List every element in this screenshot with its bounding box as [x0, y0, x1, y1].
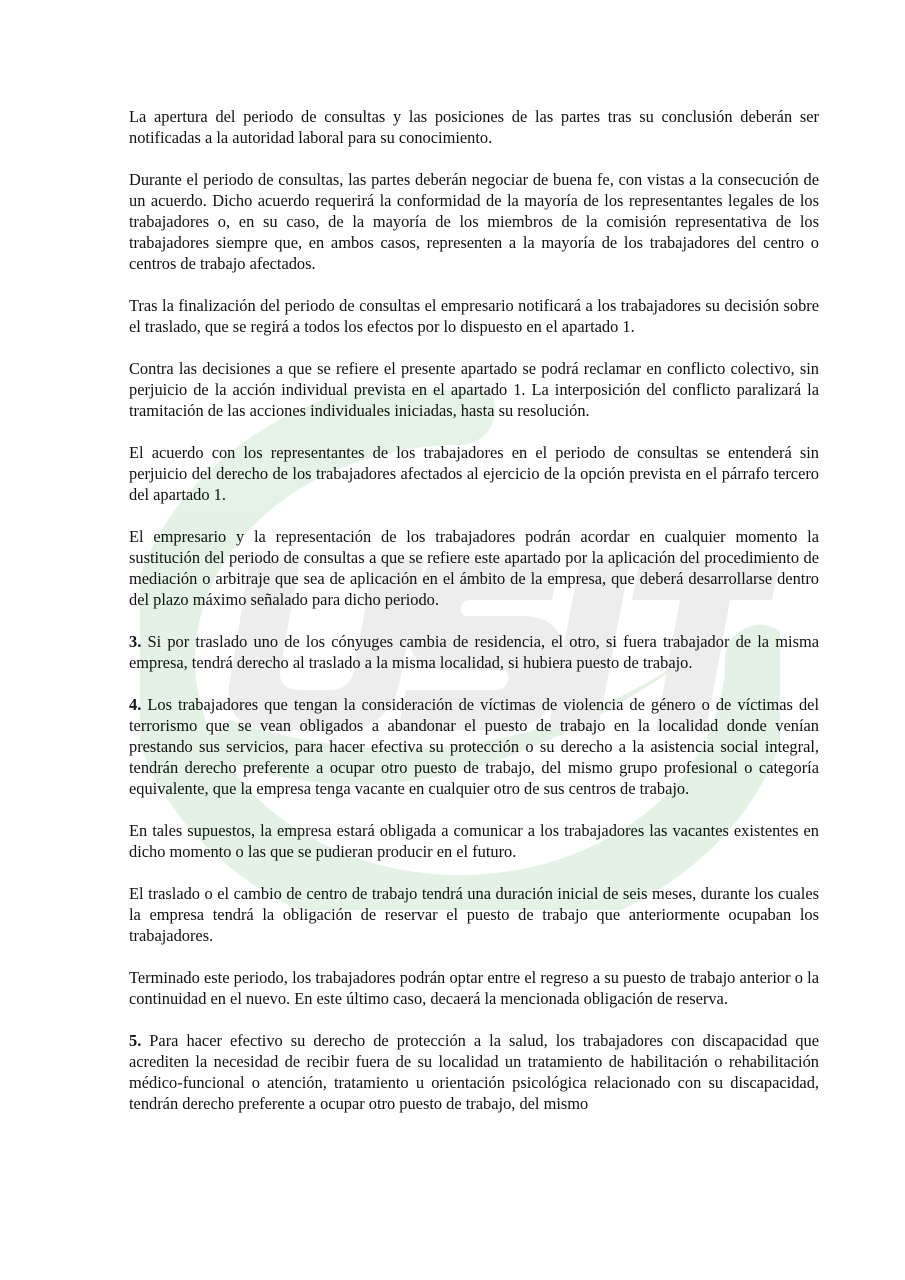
section-number: 4. [129, 695, 142, 714]
paragraph-text: Si por traslado uno de los cónyuges cambia de residencia, el otro, si fuera trabajador de la misma empresa, tendrá derecho al traslado a la misma localidad, si hubiera puesto de trabajo. [129, 632, 819, 672]
paragraph-text: Contra las decisiones a que se refiere el presente apartado se podrá reclamar en conflicto colectivo, sin perjuicio de la acción individual prevista en el apartado 1. La interposición del conflicto paralizará la tramitación de las acciones individuales iniciadas, hasta su resolución. [129, 359, 819, 420]
paragraph-9 [129, 820, 819, 862]
paragraph-text: La apertura del periodo de consultas y las posiciones de las partes tras su conclusión deberán ser notificadas a la autoridad laboral para su conocimiento. [129, 107, 819, 147]
paragraph-4 [129, 358, 819, 421]
section-number: 5. [129, 1031, 142, 1050]
paragraph-text: En tales supuestos, la empresa estará obligada a comunicar a los trabajadores las vacantes existentes en dicho momento o las que se pudieran producir en el futuro. [129, 821, 819, 861]
paragraph-11 [129, 967, 819, 1009]
document-body [129, 106, 819, 1114]
section-number: 3. [129, 632, 142, 651]
paragraph-text: Los trabajadores que tengan la consideración de víctimas de violencia de género o de víctimas del terrorismo que se vean obligados a abandonar el puesto de trabajo en la localidad donde venían prestando sus servicios, para hacer efectiva su protección o su derecho a la asistencia social integral, tendrán derecho preferente a ocupar otro puesto de trabajo, del mismo grupo profesional o categoría equivalente, que la empresa tenga vacante en cualquier otro de sus centros de trabajo. [129, 695, 819, 798]
paragraph-text: El traslado o el cambio de centro de trabajo tendrá una duración inicial de seis meses, durante los cuales la empresa tendrá la obligación de reservar el puesto de trabajo que anteriormente ocupaban los trabajadores. [129, 884, 819, 945]
paragraph-7 [129, 631, 819, 673]
paragraph-12 [129, 1030, 819, 1114]
paragraph-text: El empresario y la representación de los trabajadores podrán acordar en cualquier momento la sustitución del periodo de consultas a que se refiere este apartado por la aplicación del procedimiento de mediación o arbitraje que sea de aplicación en el ámbito de la empresa, que deberá desarrollarse dentro del plazo máximo señalado para dicho periodo. [129, 527, 819, 609]
paragraph-5 [129, 442, 819, 505]
paragraph-8 [129, 694, 819, 799]
paragraph-6 [129, 526, 819, 610]
paragraph-text: Durante el periodo de consultas, las partes deberán negociar de buena fe, con vistas a la consecución de un acuerdo. Dicho acuerdo requerirá la conformidad de la mayoría de los representantes legales de los trabajadores o, en su caso, de la mayoría de los miembros de la comisión representativa de los trabajadores siempre que, en ambos casos, representen a la mayoría de los trabajadores del centro o centros de trabajo afectados. [129, 170, 819, 273]
paragraph-1 [129, 106, 819, 148]
paragraph-text: Terminado este periodo, los trabajadores podrán optar entre el regreso a su puesto de trabajo anterior o la continuidad en el nuevo. En este último caso, decaerá la mencionada obligación de reserva. [129, 968, 819, 1008]
paragraph-text: Tras la finalización del periodo de consultas el empresario notificará a los trabajadores su decisión sobre el traslado, que se regirá a todos los efectos por lo dispuesto en el apartado 1. [129, 296, 819, 336]
paragraph-10 [129, 883, 819, 946]
paragraph-text: El acuerdo con los representantes de los trabajadores en el periodo de consultas se entenderá sin perjuicio del derecho de los trabajadores afectados al ejercicio de la opción prevista en el párrafo tercero del apartado 1. [129, 443, 819, 504]
paragraph-3 [129, 295, 819, 337]
paragraph-text: Para hacer efectivo su derecho de protección a la salud, los trabajadores con discapacidad que acrediten la necesidad de recibir fuera de su localidad un tratamiento de habilitación o rehabilitación médico-funcional o atención, tratamiento u orientación psicológica relacionado con su discapacidad, tendrán derecho preferente a ocupar otro puesto de trabajo, del mismo [129, 1031, 819, 1113]
paragraph-2 [129, 169, 819, 274]
